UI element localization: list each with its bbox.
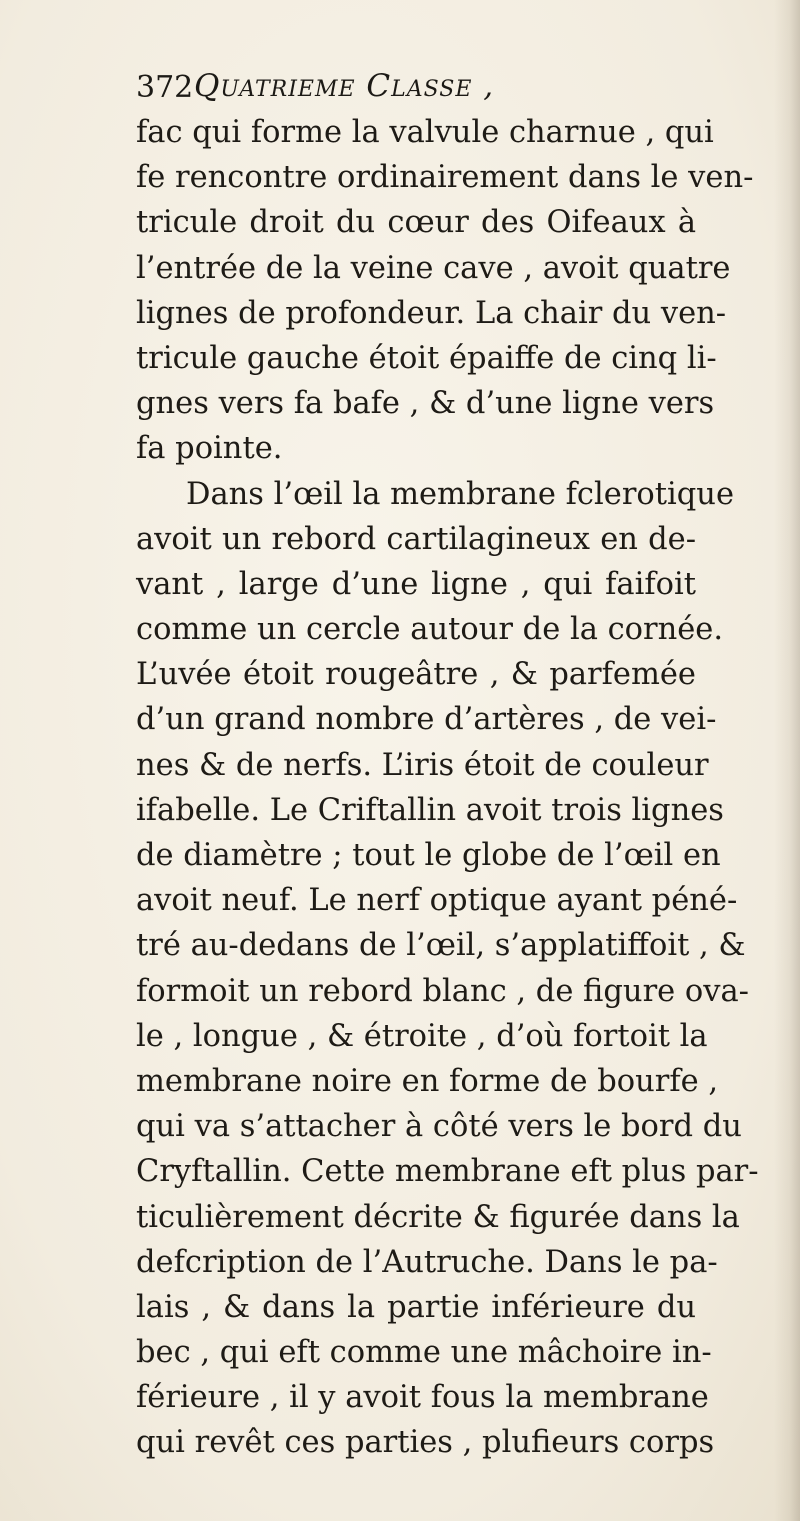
text-line: ifabelle. Le Criftallin avoit trois lignes: [136, 792, 724, 828]
text-line: tricule gauche étoit épaiffe de cinq li-: [136, 340, 717, 376]
running-head: Quatrieme Classe ,: [194, 68, 495, 104]
text-line: formoit un rebord blanc , de figure ova-: [136, 973, 749, 1009]
page-edge-shadow: [774, 0, 800, 1521]
text-line: comme un cercle autour de la cornée.: [136, 612, 724, 648]
text-line: nes & de nerfs. L’iris étoit de couleur: [136, 747, 709, 783]
page-header: [136, 68, 676, 114]
body-text: [136, 110, 759, 1466]
text-line: tré au-dedans de l’œil, s’applatiffoit , &: [136, 928, 746, 964]
text-line: fa pointe.: [136, 431, 283, 467]
text-line: membrane noire en forme de bourfe ,: [136, 1063, 719, 1099]
text-line: qui va s’attacher à côté vers le bord du: [136, 1109, 742, 1145]
text-line: avoit neuf. Le nerf optique ayant péné-: [136, 883, 738, 919]
text-line: gnes vers fa bafe , & d’une ligne vers: [136, 386, 715, 422]
text-line: L’uvée étoit rougeâtre , & parfemée: [136, 657, 696, 693]
text-line: lignes de profondeur. La chair du ven-: [136, 295, 727, 331]
text-line: fac qui forme la valvule charnue , qui: [136, 115, 714, 150]
text-line: le , longue , & étroite , d’où fortoit la: [136, 1018, 708, 1054]
text-line: fe rencontre ordinairement dans le ven-: [136, 160, 754, 196]
text-line: lais , & dans la partie inférieure du: [136, 1289, 696, 1325]
text-line: defcription de l’Autruche. Dans le pa-: [136, 1244, 718, 1280]
text-line: Dans l’œil la membrane fclerotique: [186, 476, 734, 512]
text-line: l’entrée de la veine cave , avoit quatre: [136, 250, 731, 286]
text-line: avoit un rebord cartilagineux en de-: [136, 521, 696, 557]
page-number: 372: [136, 70, 194, 105]
text-line: bec , qui eft comme une mâchoire in-: [136, 1335, 712, 1371]
text-line: vant , large d’une ligne , qui faifoit: [136, 566, 696, 602]
text-line: de diamètre ; tout le globe de l’œil en: [136, 838, 721, 873]
text-line: ticulièrement décrite & figurée dans la: [136, 1199, 740, 1235]
text-line: tricule droit du cœur des Oifeaux à: [136, 205, 696, 241]
text-line: férieure , il y avoit fous la membrane: [136, 1380, 709, 1416]
text-line: qui revêt ces parties , plufieurs corps: [136, 1425, 715, 1461]
text-line: d’un grand nombre d’artères , de vei-: [136, 702, 717, 738]
text-line: Cryftallin. Cette membrane eft plus par-: [136, 1154, 759, 1190]
